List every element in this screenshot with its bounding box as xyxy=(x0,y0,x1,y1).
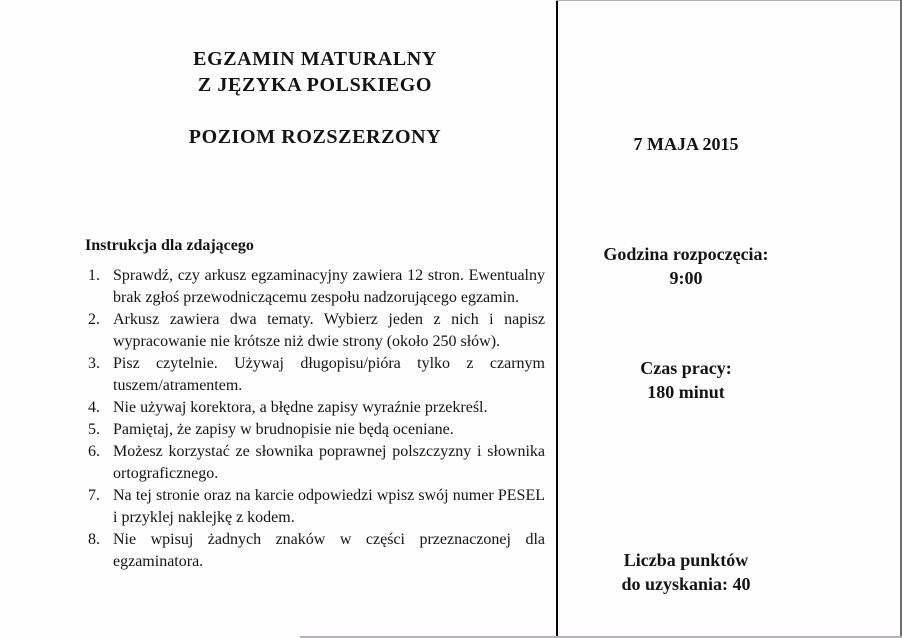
instruction-item xyxy=(85,529,545,573)
start-time-value: 9:00 xyxy=(669,268,703,288)
instruction-item xyxy=(85,353,545,397)
instruction-number: 2. xyxy=(88,311,100,328)
instruction-number: 5. xyxy=(88,421,100,438)
instruction-number: 4. xyxy=(88,399,100,416)
instruction-text: Możesz korzystać ze słownika poprawnej polszczyzny i słownika ortograficznego. xyxy=(113,443,545,482)
points-line1: Liczba punktów xyxy=(623,550,749,570)
instruction-list xyxy=(85,265,545,573)
instruction-text: Sprawdź, czy arkusz egzaminacyjny zawiera 12 stron. Ewentualny brak zgłoś przewodniczącemu zespołu nadzorującego egzamin. xyxy=(113,267,545,306)
instruction-item xyxy=(85,441,545,485)
instruction-text: Na tej stronie oraz na karcie odpowiedzi wpisz swój numer PESEL i przyklej naklejkę z kodem. xyxy=(113,487,545,526)
instruction-text: Nie wpisuj żadnych znaków w części przeznaczonej dla egzaminatora. xyxy=(113,531,545,570)
exam-level: POZIOM ROZSZERZONY xyxy=(188,126,442,148)
exam-title-line1: EGZAMIN MATURALNY xyxy=(193,48,437,70)
exam-title-line2: Z JĘZYKA POLSKIEGO xyxy=(197,74,433,96)
instruction-text: Nie używaj korektora, a błędne zapisy wyraźnie przekreśl. xyxy=(113,399,488,416)
instructions-heading: Instrukcja dla zdającego xyxy=(85,237,254,254)
instruction-item xyxy=(85,397,545,419)
instruction-number: 1. xyxy=(88,267,100,284)
start-time-label: Godzina rozpoczęcia: xyxy=(603,244,769,264)
instructions-section xyxy=(85,236,545,573)
instruction-item xyxy=(85,309,545,353)
instruction-text: Pamiętaj, że zapisy w brudnopisie nie będą oceniane. xyxy=(113,421,454,438)
instruction-item xyxy=(85,265,545,309)
duration-block xyxy=(558,356,814,404)
exam-date: 7 MAJA 2015 xyxy=(633,134,739,154)
points-line2: do uzyskania: 40 xyxy=(621,574,751,594)
points-block xyxy=(558,548,814,596)
duration-value: 180 minut xyxy=(647,382,725,402)
instruction-number: 7. xyxy=(88,487,100,504)
instruction-item xyxy=(85,485,545,529)
instruction-item xyxy=(85,419,545,441)
instruction-text: Pisz czytelnie. Używaj długopisu/pióra tylko z czarnym tuszem/atramentem. xyxy=(113,355,545,394)
start-time-block xyxy=(558,242,814,290)
instruction-text: Arkusz zawiera dwa tematy. Wybierz jeden z nich i napisz wypracowanie nie krótsze niż dwie strony (około 250 słów). xyxy=(113,311,545,350)
instruction-number: 6. xyxy=(88,443,100,460)
instruction-number: 3. xyxy=(88,355,100,372)
duration-label: Czas pracy: xyxy=(640,358,732,378)
session-info-column xyxy=(558,0,814,638)
instruction-number: 8. xyxy=(88,531,100,548)
exam-title-block xyxy=(85,46,545,150)
